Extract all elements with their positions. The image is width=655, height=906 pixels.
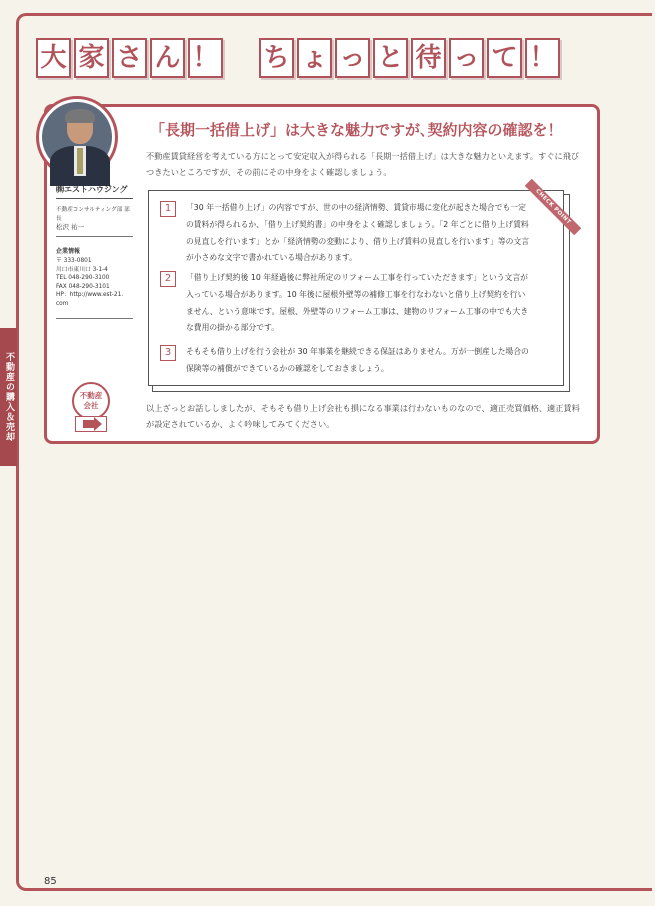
address-line: 〒 333-0801 bbox=[56, 258, 92, 264]
title-char: っ bbox=[335, 38, 370, 78]
title-char: さ bbox=[112, 38, 147, 78]
title-char: っ bbox=[449, 38, 484, 78]
title-char: て bbox=[487, 38, 522, 78]
item-text: 「借り上げ契約後 10 年経過後に弊社所定のリフォーム工事を行っていただきます」という文言が入っている場合があります。10 年後に屋根外壁等の補修工事を行なわないと借り上げ契約を行いません、という意味です。屋根、外壁等のリフォーム工事は、建物のリフォーム工事の中でも大きな費用の掛かる部分です。 bbox=[186, 273, 529, 333]
author-photo bbox=[36, 96, 118, 178]
closing-paragraph: 以上ざっとお話ししましたが、そもそも借り上げ会社も損になる事業は行わないものなので、適正売買価格、適正賃料が設定されているか、よく吟味してみてください。 bbox=[146, 403, 580, 429]
arrow-icon bbox=[75, 416, 107, 432]
badge-line: 不動産 bbox=[79, 391, 103, 400]
item-number: 2 bbox=[160, 271, 176, 287]
title-char: 大 bbox=[36, 38, 71, 78]
real-estate-company-badge bbox=[72, 382, 110, 420]
article-headline: 「長期一括借上げ」は大きな魅力ですが､契約内容の確認を！ bbox=[150, 121, 563, 139]
title-char: と bbox=[373, 38, 408, 78]
item-number: 1 bbox=[160, 201, 176, 217]
company-name: ㈱エストハウジング bbox=[56, 184, 133, 199]
address-line: 川口市東川口 3-1-4 bbox=[56, 266, 108, 273]
address-line: HP：http://www.est-21. bbox=[56, 292, 124, 299]
item-text: 「30 年一括借り上げ」の内容ですが、世の中の経済情勢、賃貸市場に変化が起きた場合でも一定の賃料が得られるか、「借り上げ契約書」の中身をよく確認しましょう。「2 年ごとに借り上げ賃料の見直しを行います」とか「経済情勢の変動により、借り上げ賃料の見直しを行います」等の文言が小さめな文字で書かれている場合があります。 bbox=[186, 203, 530, 263]
divider bbox=[56, 236, 133, 237]
item-text: そもそも借り上げを行う会社が 30 年事業を継続できる保証はありません。万が一倒産した場合の保険等の補償ができているかの確認をしておきましょう。 bbox=[186, 347, 529, 373]
title-char: ！ bbox=[525, 38, 560, 78]
item-number: 3 bbox=[160, 345, 176, 361]
address-line: TEL 048-290-3100 bbox=[56, 275, 110, 282]
badge-line: 会社 bbox=[83, 401, 99, 410]
title-char: ！ bbox=[188, 38, 223, 78]
author-name: 松沢 祐一 bbox=[56, 223, 85, 231]
company-info-title: 企業情報 bbox=[56, 248, 81, 255]
ribbon-label: CHECK POINT bbox=[525, 179, 582, 236]
divider bbox=[56, 318, 133, 319]
intro-paragraph: 不動産賃貸経営を考えている方にとって安定収入が得られる「長期一括借上げ」は大きな魅力といえます。すぐに飛びつきたいところですが、その前にその中身をよく確認しましょう。 bbox=[146, 151, 580, 177]
page-number: 85 bbox=[44, 876, 57, 887]
company-info bbox=[56, 257, 134, 309]
title-char: ち bbox=[259, 38, 294, 78]
section-side-tab: 不動産の購入＆売却 bbox=[0, 328, 17, 466]
author-department: 不動産コンサルティング部 部長 bbox=[56, 207, 130, 222]
title-char: 家 bbox=[74, 38, 109, 78]
title-char: ょ bbox=[297, 38, 332, 78]
address-line: FAX 048-290-3101 bbox=[56, 283, 110, 290]
page-title bbox=[36, 38, 560, 78]
title-char: 待 bbox=[411, 38, 446, 78]
title-char: ん bbox=[150, 38, 185, 78]
address-line: com bbox=[56, 300, 69, 307]
